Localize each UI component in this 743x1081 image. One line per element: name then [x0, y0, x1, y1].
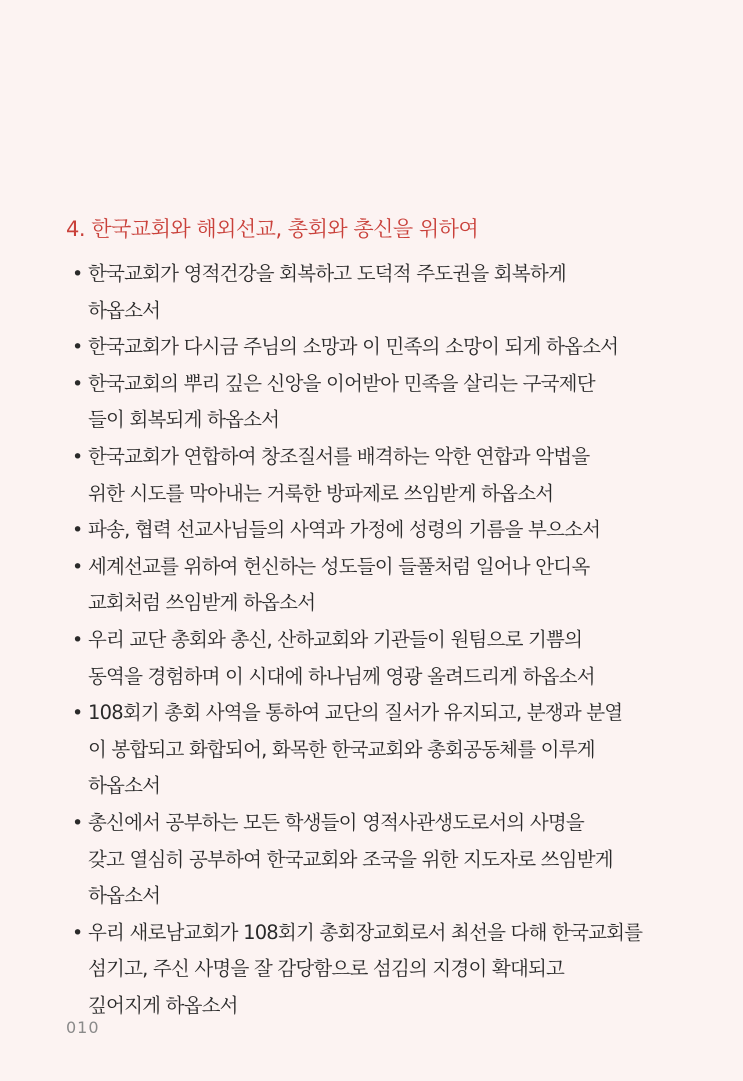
- prayer-list: [72, 256, 732, 1024]
- prayer-item-line: 한국교회가 연합하여 창조질서를 배격하는 악한 연합과 악법을: [88, 444, 590, 468]
- prayer-item-line: 우리 교단 총회와 총신, 산하교회와 기관들이 원팀으로 기쁨의: [88, 627, 583, 651]
- prayer-item-line: 한국교회가 영적건강을 회복하고 도덕적 주도권을 회복하게: [88, 262, 566, 285]
- bullet-icon: •: [72, 702, 83, 725]
- prayer-item-line: 한국교회가 다시금 주님의 소망과 이 민족의 소망이 되게 하옵소서: [88, 335, 619, 359]
- bullet-icon: •: [72, 555, 83, 578]
- prayer-item-line: 교회처럼 쓰임받게 하옵소서: [88, 591, 316, 615]
- bullet-icon: •: [72, 372, 83, 395]
- prayer-item-line: 108회기 총회 사역을 통하여 교단의 질서가 유지되고, 분쟁과 분열: [88, 701, 623, 725]
- prayer-item: [72, 695, 732, 805]
- prayer-item: [72, 329, 732, 366]
- bullet-icon: •: [72, 519, 83, 542]
- prayer-item-line: 총신에서 공부하는 모든 학생들이 영적사관생도로서의 사명을: [88, 810, 584, 834]
- prayer-item-line: 이 봉합되고 화합되어, 화목한 한국교회와 총회공동체를 이루게: [88, 737, 595, 761]
- prayer-item-line: 우리 새로남교회가 108회기 총회장교회로서 최선을 다해 한국교회를: [88, 920, 643, 944]
- bullet-icon: •: [72, 921, 83, 944]
- prayer-item-line: 세계선교를 위하여 헌신하는 성도들이 들풀처럼 일어나 안디옥: [88, 554, 590, 578]
- prayer-item-line: 하옵소서: [88, 884, 161, 908]
- prayer-item-line: 깊어지게 하옵소서: [88, 993, 238, 1017]
- prayer-item: [72, 366, 732, 439]
- prayer-item-line: 갖고 열심히 공부하여 한국교회와 조국을 위한 지도자로 쓰임받게: [88, 847, 613, 871]
- prayer-item-line: 하옵소서: [88, 774, 161, 798]
- prayer-item: [72, 622, 732, 695]
- bullet-icon: •: [72, 445, 83, 468]
- prayer-item-line: 한국교회의 뿌리 깊은 신앙을 이어받아 민족을 살리는 구국제단: [88, 371, 595, 395]
- section-heading: 4. 한국교회와 해외선교, 총회와 총신을 위하여: [66, 217, 479, 241]
- prayer-item: [72, 512, 732, 549]
- prayer-item: [72, 549, 732, 622]
- prayer-item: [72, 439, 732, 512]
- page-number: 010: [66, 1018, 100, 1037]
- prayer-item-line: 섬기고, 주신 사명을 잘 감당함으로 섬김의 지경이 확대되고: [88, 957, 565, 981]
- prayer-item: [72, 805, 732, 915]
- bullet-icon: •: [72, 336, 83, 359]
- prayer-item-line: 파송, 협력 선교사님들의 사역과 가정에 성령의 기름을 부으소서: [88, 518, 601, 542]
- prayer-item-line: 동역을 경험하며 이 시대에 하나님께 영광 올려드리게 하옵소서: [88, 664, 595, 688]
- prayer-item-line: 들이 회복되게 하옵소서: [88, 408, 280, 432]
- prayer-item-line: 위한 시도를 막아내는 거룩한 방파제로 쓰임받게 하옵소서: [88, 481, 554, 505]
- prayer-item-line: 하옵소서: [88, 298, 161, 322]
- prayer-item: [72, 915, 732, 1025]
- bullet-icon: •: [72, 263, 83, 285]
- prayer-item: [72, 256, 732, 329]
- bullet-icon: •: [72, 811, 83, 834]
- bullet-icon: •: [72, 628, 83, 651]
